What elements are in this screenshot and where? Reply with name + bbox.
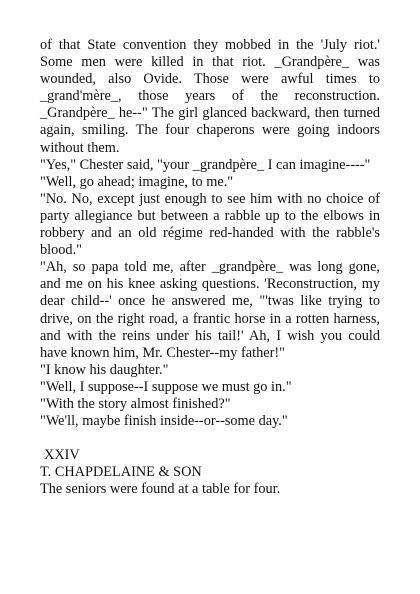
chapter-first-paragraph: The seniors were found at a table for four. <box>40 481 281 498</box>
chapter-heading <box>40 447 380 498</box>
paragraph-6: "I know his daughter." <box>40 361 169 378</box>
paragraph-2: "Yes," Chester said, "your _grandpère_ I can imagine----" <box>40 156 371 173</box>
paragraph-7: "Well, I suppose--I suppose we must go in." <box>40 378 292 395</box>
chapter-number: XXIV <box>44 447 80 464</box>
paragraph-9: "We'll, maybe finish inside--or--some day." <box>40 413 288 430</box>
book-page <box>40 37 380 498</box>
chapter-title: T. CHAPDELAINE & SON <box>40 464 202 481</box>
paragraph-5: "Ah, so papa told me, after _grandpère_ was long gone, and me on his knee asking questions. 'Reconstruction, my dear child--' once he answered me, "'twas like trying to drive, on the right road, a frantic horse in a rotten harness, and with the reins under his tail!' Ah, I wish you could have known him, Mr. Chester--my father!" <box>40 259 380 361</box>
paragraph-1: of that State convention they mobbed in the 'July riot.' Some men were killed in that riot. _Grandpère_ was wounded, also Ovide. Those were awful times to _grand'mère_, those years of the reconstruction. _Grandpère_ he--" The girl glanced backward, then turned again, smiling. The four chaperons were going indoors without them. <box>40 37 380 156</box>
paragraph-3: "Well, go ahead; imagine, to me." <box>40 173 234 190</box>
paragraph-8: "With the story almost finished?" <box>40 395 231 412</box>
paragraph-4: "No. No, except just enough to see him with no choice of party allegiance but between a rabble up to the elbows in robbery and an old régime red-handed with the rabble's blood." <box>40 190 380 259</box>
